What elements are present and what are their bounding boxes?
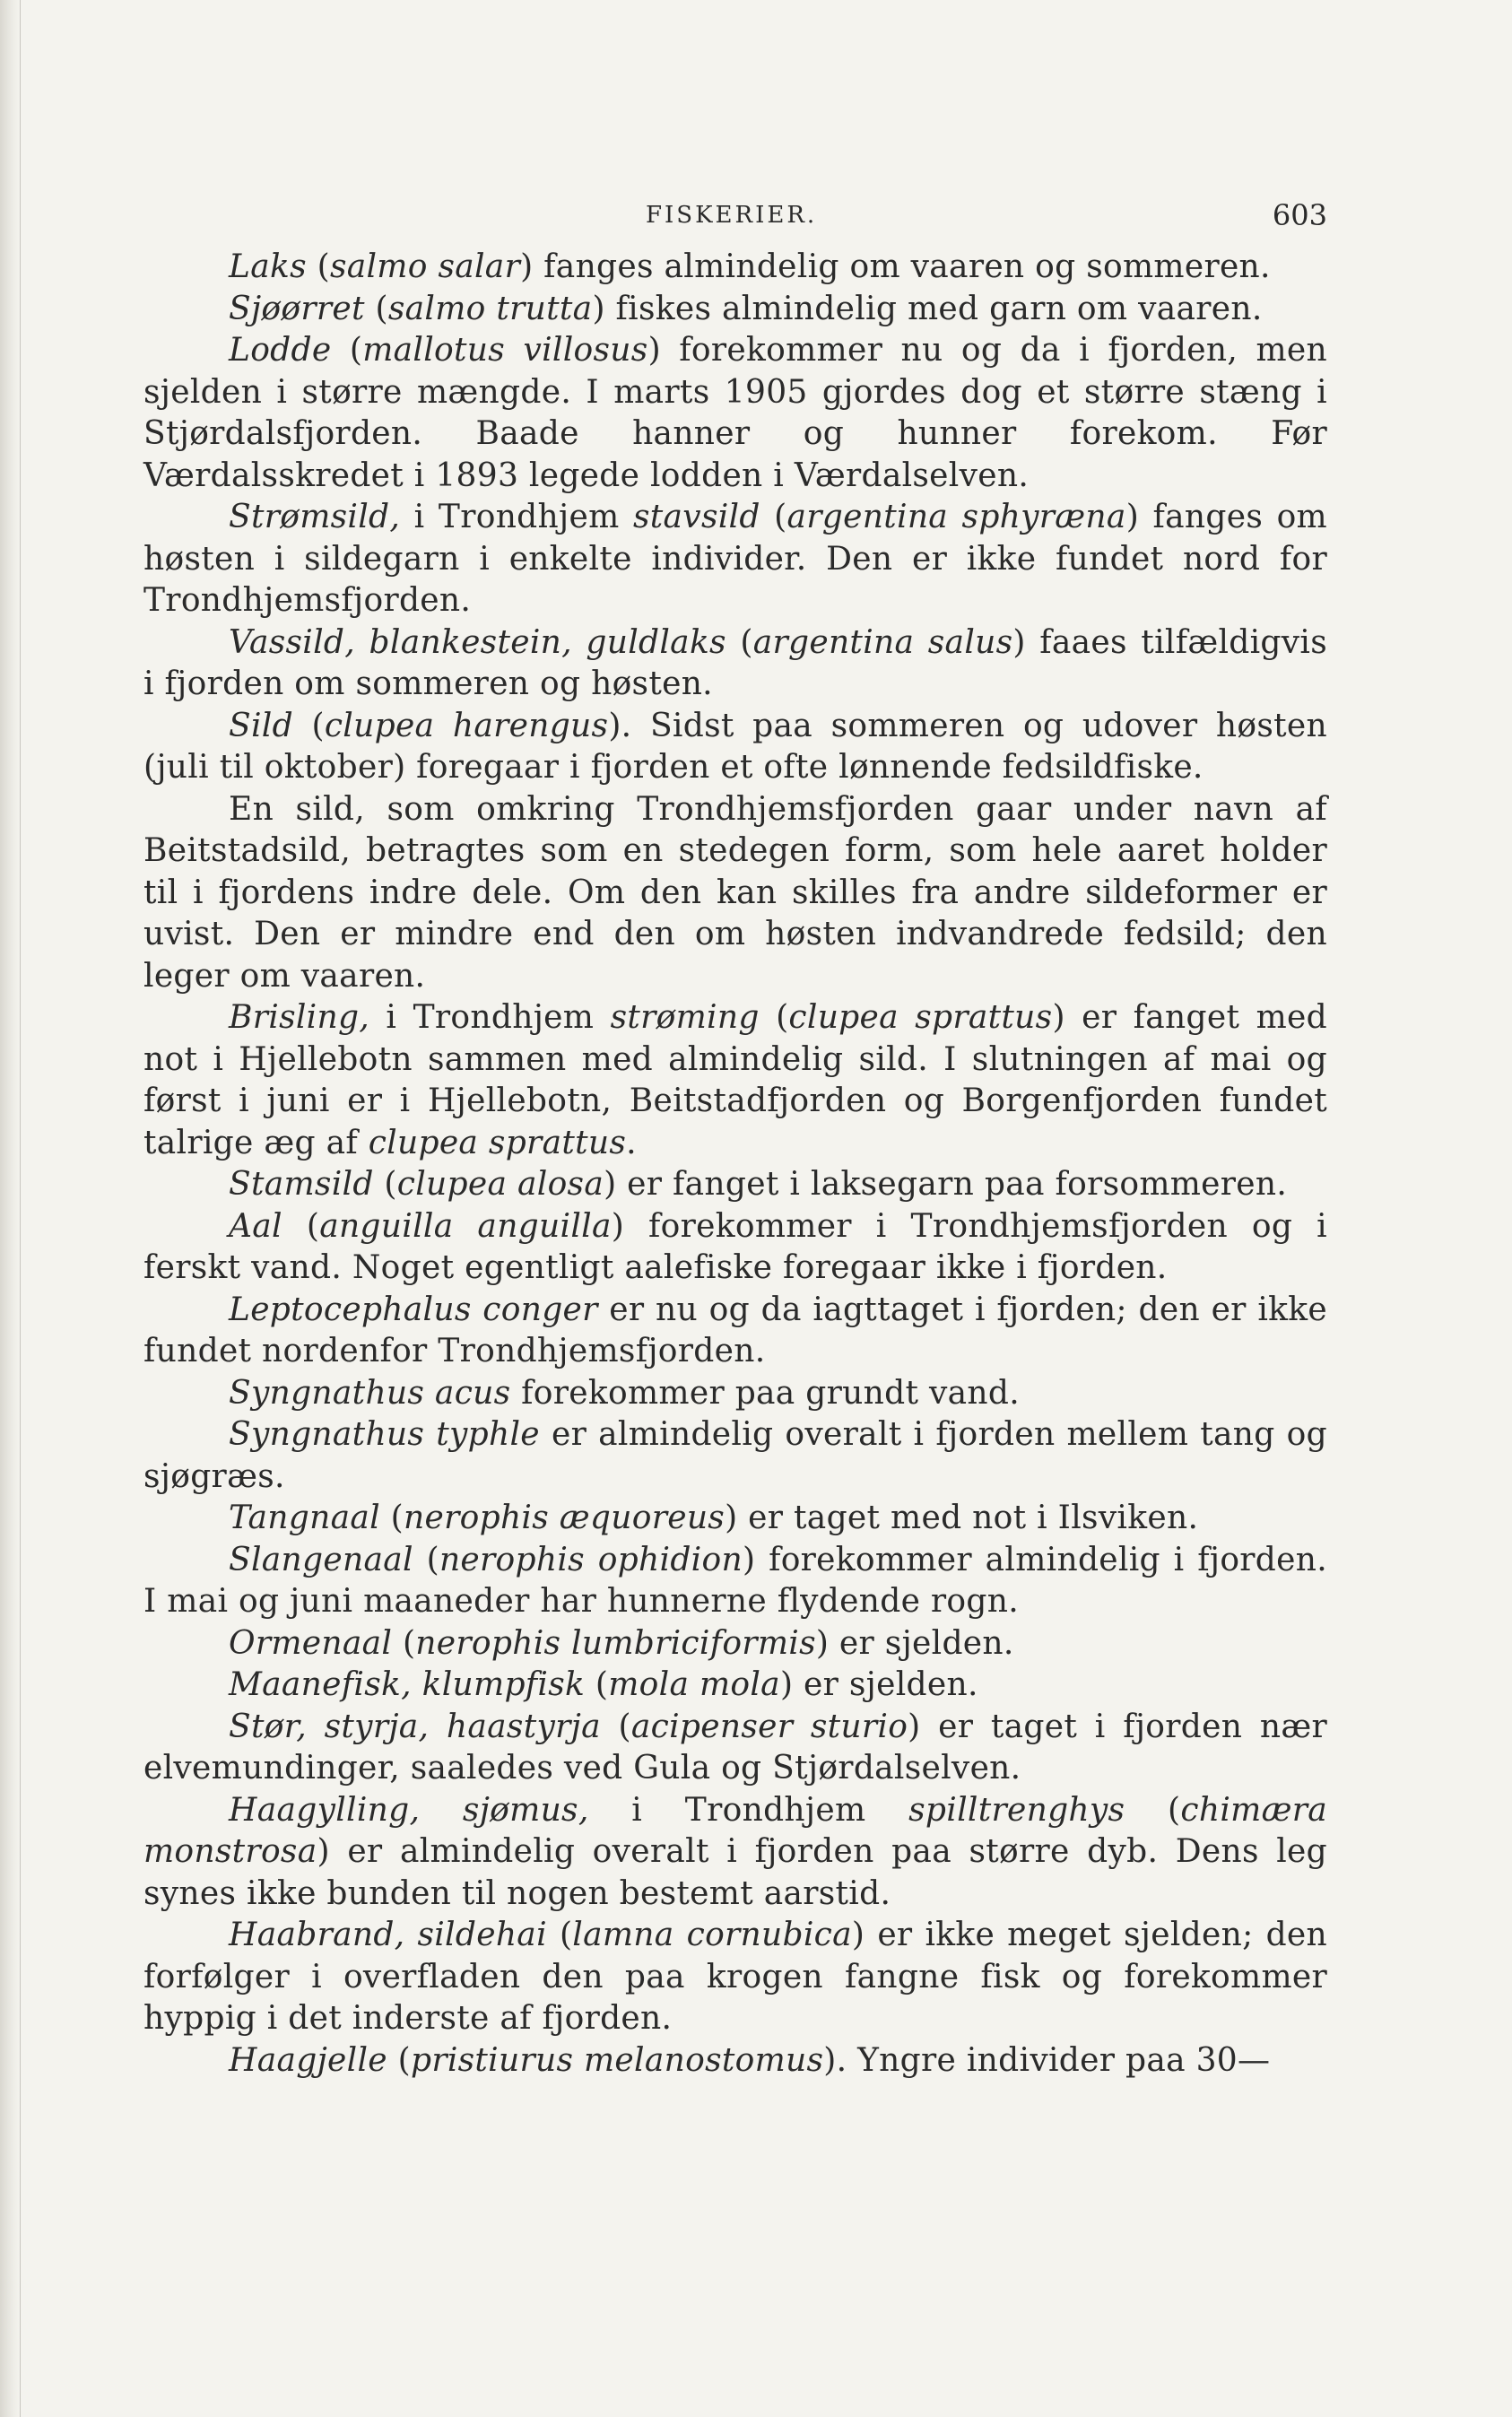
paragraph-aal: Aal (anguilla anguilla) forekommer i Trondhjemsfjorden og i ferskt vand. Noget egentligt aalefiske foregaar ikke i fjorden. (143, 1207, 1327, 1286)
paragraph-maanefisk: Maanefisk, klumpfisk (mola mola) er sjelden. (229, 1666, 978, 1703)
running-head: FISKERIER. (646, 202, 818, 229)
paragraph-beitstadsild: En sild, som omkring Trondhjemsfjorden gaar under navn af Beitstadsild, betragtes som en stedegen form, som hele aaret holder til i fjordens indre dele. Om den kan skilles fra andre sildeformer er uvist. Den er mindre end den om høsten indvandrede fedsild; den leger om vaaren. (143, 790, 1327, 995)
paragraph-leptocephalus: Leptocephalus conger er nu og da iagttaget i fjorden; den er ikke fundet nordenfor Trondhjemsfjorden. (143, 1291, 1327, 1369)
page-header (143, 193, 1327, 247)
paragraph-brisling: Brisling, i Trondhjem strøming (clupea sprattus) er fanget med not i Hjellebotn sammen med almindelig sild. I slutningen af mai og først i juni er i Hjellebotn, Beitstadfjorden og Borgenfjorden fundet talrige æg af clupea sprattus. (143, 999, 1327, 1161)
paragraph-haabrand: Haabrand, sildehai (lamna cornubica) er ikke meget sjelden; den forfølger i overfladen den paa krogen fangne fisk og forekommer hyppig i det inderste af fjorden. (143, 1917, 1327, 2037)
paragraph-haagjelle: Haagjelle (pristiurus melanostomus). Yngre individer paa 30— (229, 2041, 1271, 2079)
paragraph-laks: Laks (salmo salar) fanges almindelig om vaaren og sommeren. (229, 248, 1271, 285)
book-page (143, 193, 1327, 2082)
page-edge (0, 0, 21, 2417)
paragraph-syngnathus-typhle: Syngnathus typhle er almindelig overalt i fjorden mellem tang og sjøgræs. (143, 1416, 1327, 1495)
paragraph-vassild: Vassild, blankestein, guldlaks (argentina salus) faaes tilfældigvis i fjorden om sommeren og høsten. (143, 623, 1328, 702)
paragraph-haagylling: Haagylling, sjømus, i Trondhjem spilltrenghys (chimæra monstrosa) er almindelig overalt i fjorden paa større dyb. Dens leg synes ikke bunden til nogen bestemt aarstid. (143, 1791, 1327, 1912)
paragraph-sild: Sild (clupea harengus). Sidst paa sommeren og udover høsten (juli til oktober) foregaar i fjorden et ofte lønnende fedsildfiske. (143, 707, 1328, 786)
paragraph-lodde: Lodde (mallotus villosus) forekommer nu og da i fjorden, men sjelden i større mængde. I marts 1905 gjordes dog et større stæng i Stjørdalsfjorden. Baade hanner og hunner forekom. Før Værdalsskredet i 1893 legede lodden i Værdalselven. (143, 332, 1327, 494)
paragraph-syngnathus-acus: Syngnathus acus forekommer paa grundt vand. (229, 1374, 1020, 1412)
paragraph-stor: Stør, styrja, haastyrja (acipenser sturio) er taget i fjorden nær elvemundinger, saaledes ved Gula og Stjørdalselven. (143, 1708, 1327, 1787)
page-number: 603 (1272, 198, 1327, 232)
paragraph-stromsild: Strømsild, i Trondhjem stavsild (argentina sphyræna) fanges om høsten i sildegarn i enkelte individer. Den er ikke fundet nord for Trondhjemsfjorden. (143, 499, 1327, 619)
paragraph-stamsild: Stamsild (clupea alosa) er fanget i laksegarn paa forsommeren. (229, 1166, 1288, 1203)
body-text (143, 247, 1327, 2082)
paragraph-ormenaal: Ormenaal (nerophis lumbriciformis) er sjelden. (229, 1624, 1014, 1662)
paragraph-sjoorret: Sjøørret (salmo trutta) fiskes almindelig med garn om vaaren. (229, 290, 1263, 327)
paragraph-slangenaal: Slangenaal (nerophis ophidion) forekommer almindelig i fjorden. I mai og juni maaneder har hunnerne flydende rogn. (143, 1541, 1327, 1620)
paragraph-tangnaal: Tangnaal (nerophis æquoreus) er taget med not i Ilsviken. (229, 1500, 1199, 1536)
